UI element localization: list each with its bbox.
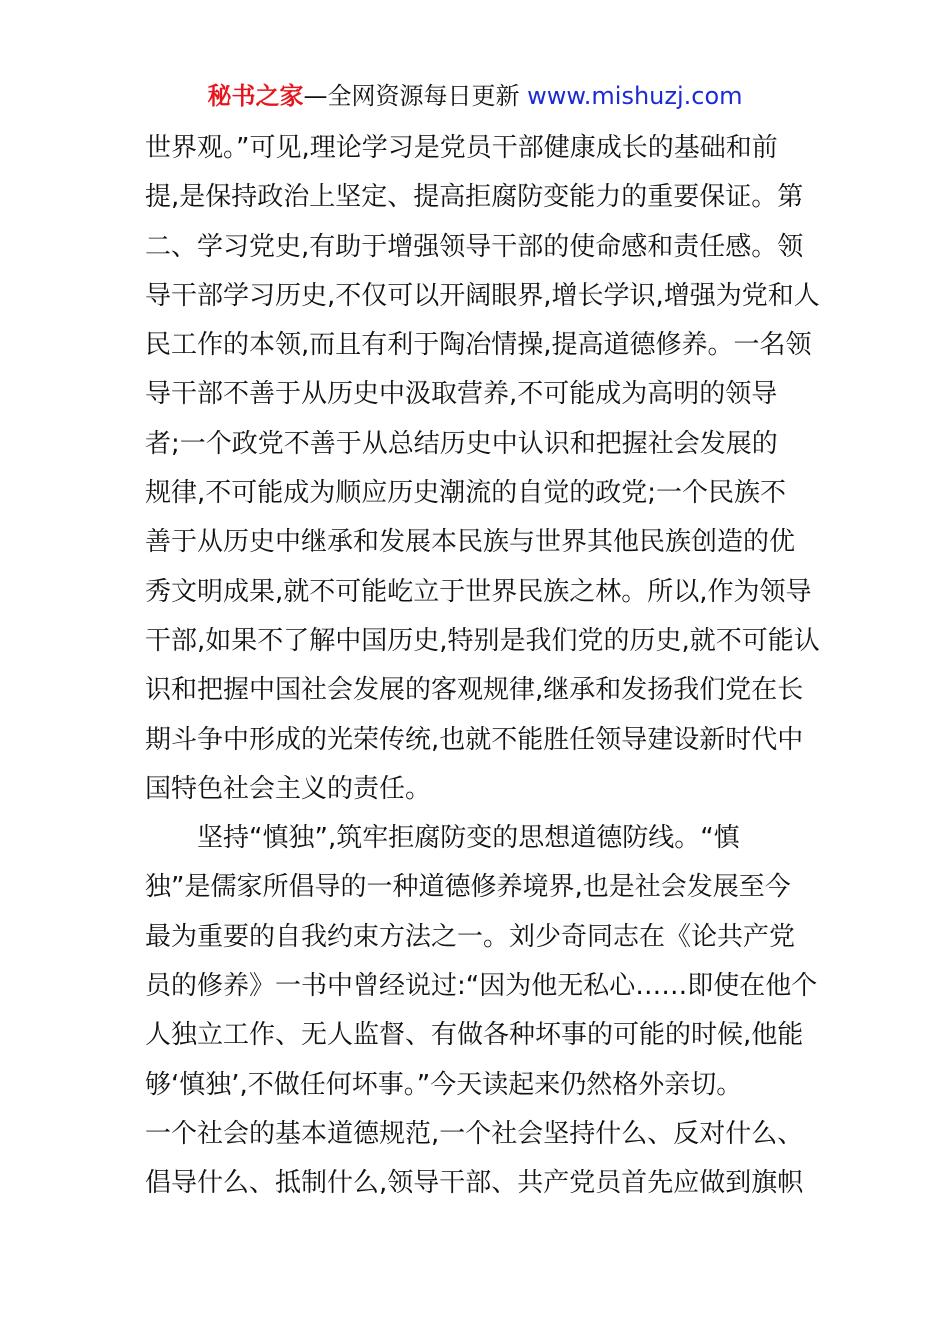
text-line: 世界观。”可见,理论学习是党员干部健康成长的基础和前: [145, 133, 778, 163]
paragraph-first-line: 坚持“慎独”,筑牢拒腐防变的思想道德防线。“慎: [197, 823, 740, 854]
text-line: 国特色社会主义的责任。: [145, 773, 432, 804]
text-line: 员的修养》一书中曾经说过:“因为他无私心……即使在他个: [145, 971, 818, 1002]
text-line: 二、学习党史,有助于增强领导干部的使命感和责任感。领: [145, 231, 804, 262]
site-tagline: —全网资源每日更新: [303, 82, 528, 110]
text-line: 者;一个政党不善于从总结历史中认识和把握社会发展的: [145, 428, 778, 459]
text-line: 干部,如果不了解中国历史,特别是我们党的历史,就不可能认: [145, 625, 820, 656]
text-line: 一个社会的基本道德规范,一个社会坚持什么、反对什么、: [145, 1118, 804, 1149]
text-line: 人独立工作、无人监督、有做各种坏事的可能的时候,他能: [145, 1020, 804, 1051]
text-line: 识和把握中国社会发展的客观规律,继承和发扬我们党在长: [145, 675, 804, 706]
text-line: 够‘慎独’,不做任何坏事。”今天读起来仍然格外亲切。: [145, 1069, 743, 1100]
text-line: 规律,不可能成为顺应历史潮流的自觉的政党;一个民族不: [145, 478, 787, 509]
text-line: 期斗争中形成的光荣传统,也就不能胜任领导建设新时代中: [145, 724, 804, 755]
site-brand: 秘书之家: [207, 82, 304, 110]
site-url-link[interactable]: www.mishuzj.com: [527, 82, 743, 110]
text-line: 秀文明成果,就不可能屹立于世界民族之林。所以,作为领导: [145, 576, 812, 607]
document-body: [145, 124, 820, 1209]
text-line: 善于从历史中继承和发展本民族与世界其他民族创造的优: [145, 527, 796, 558]
text-line: 倡导什么、抵制什么,领导干部、共产党员首先应做到旗帜: [145, 1168, 804, 1199]
text-line: 独”是儒家所倡导的一种道德修养境界,也是社会发展至今: [145, 872, 791, 903]
text-line: 民工作的本领,而且有利于陶冶情操,提高道德修养。一名领: [145, 330, 812, 361]
text-line: 最为重要的自我约束方法之一。刘少奇同志在《论共产党: [145, 921, 796, 952]
page-header: [0, 80, 950, 112]
text-line: 导干部学习历史,不仅可以开阔眼界,增长学识,增强为党和人: [145, 280, 820, 311]
text-line: 提,是保持政治上坚定、提高拒腐防变能力的重要保证。第: [145, 182, 804, 213]
text-line: 导干部不善于从历史中汲取营养,不可能成为高明的领导: [145, 379, 778, 410]
